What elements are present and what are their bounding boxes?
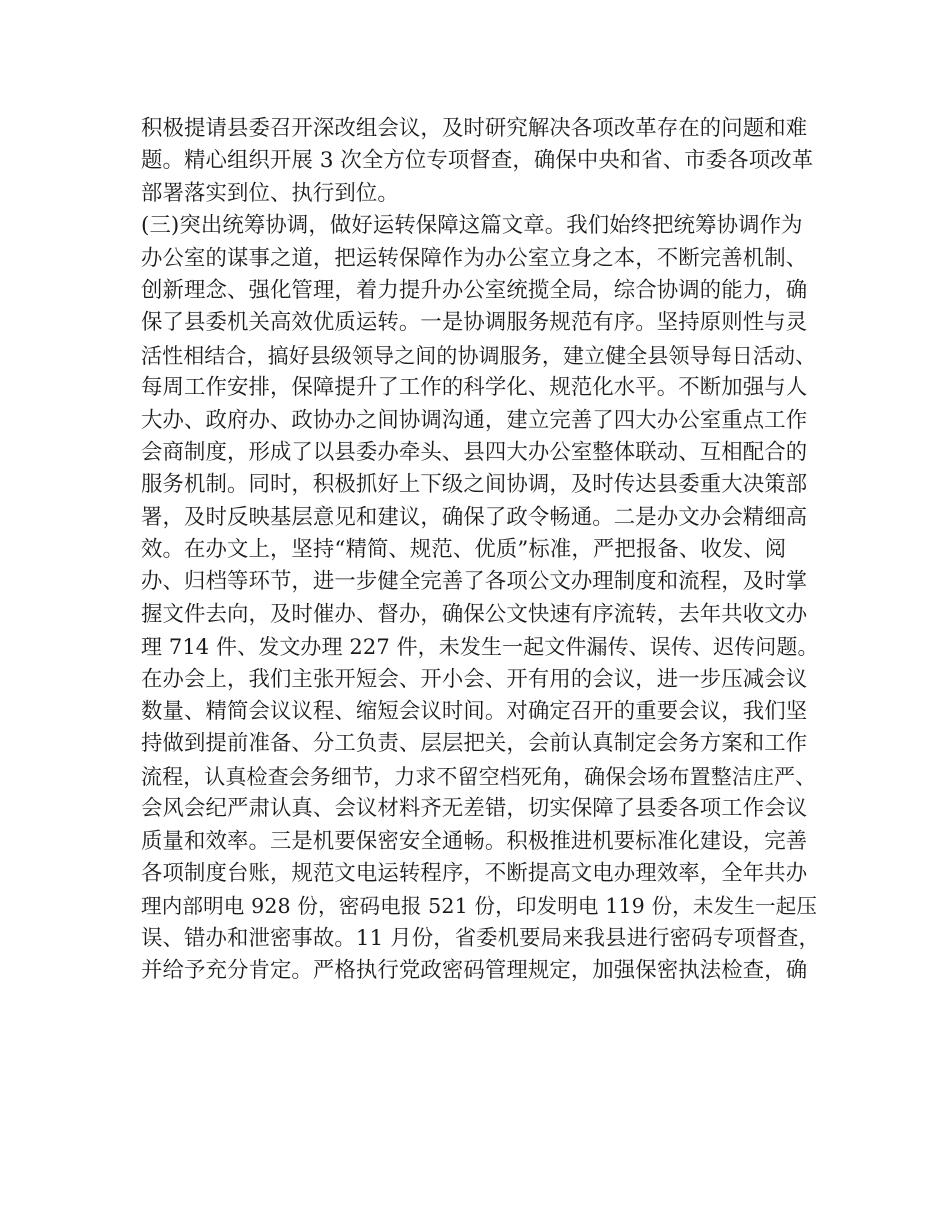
text-line: 部署落实到位、执行到位。 [141,180,399,206]
text-line: (三)突出统筹协调，做好运转保障这篇文章。我们始终把统筹协调作为 [141,213,803,239]
text-line: 并给予充分肯定。严格执行党政密码管理规定，加强保密执法检查，确 [141,958,808,984]
text-line: 会风会纪严肃认真、会议材料齐无差错，切实保障了县委各项工作会议 [141,796,808,822]
text-line: 题。精心组织开展 3 次全方位专项督查，确保中央和省、市委各项改革 [141,148,814,174]
text-line: 持做到提前准备、分工负责、层层把关，会前认真制定会务方案和工作 [141,731,808,757]
text-line: 积极提请县委召开深改组会议，及时研究解决各项改革存在的问题和难 [141,116,808,141]
text-line: 每周工作安排，保障提升了工作的科学化、规范化水平。不断加强与人 [141,375,808,401]
text-line: 活性相结合，搞好县级领导之间的协调服务，建立健全县领导每日活动、 [141,343,817,368]
text-line: 理 714 件、发文办理 227 件，未发生一起文件漏传、误传、迟传问题。 [141,635,819,660]
text-line: 效。在办文上，坚持“精简、规范、优质”标准，严把报备、收发、阅 [141,537,787,563]
text-line: 各项制度台账，规范文电运转程序，不断提高文电办理效率，全年共办 [141,860,808,886]
text-line: 误、错办和泄密事故。11 月份，省委机要局来我县进行密码专项督查， [141,925,821,951]
body-text [141,113,821,988]
text-line: 会商制度，形成了以县委办牵头、县四大办公室整体联动、互相配合的 [141,439,808,465]
text-line: 握文件去向，及时催办、督办，确保公文快速有序流转，去年共收文办 [141,601,808,627]
text-line: 办、归档等环节，进一步健全完善了各项公文办理制度和流程，及时掌 [141,569,808,595]
text-line: 办公室的谋事之道，把运转保障作为办公室立身之本，不断完善机制、 [141,245,808,271]
text-line: 在办会上，我们主张开短会、开小会、开有用的会议，进一步压减会议 [141,666,808,692]
text-line: 服务机制。同时，积极抓好上下级之间协调，及时传达县委重大决策部 [141,472,808,498]
text-line: 流程，认真检查会务细节，力求不留空档死角，确保会场布置整洁庄严、 [141,764,817,789]
text-line: 大办、政府办、政协办之间协调沟通，建立完善了四大办公室重点工作 [141,407,808,433]
text-line: 署，及时反映基层意见和建议，确保了政令畅通。二是办文办会精细高 [141,504,808,530]
text-line: 创新理念、强化管理，着力提升办公室统揽全局，综合协调的能力，确 [141,277,808,303]
text-line: 数量、精简会议议程、缩短会议时间。对确定召开的重要会议，我们坚 [141,699,808,725]
text-line: 保了县委机关高效优质运转。一是协调服务规范有序。坚持原则性与灵 [141,310,808,336]
text-line: 质量和效率。三是机要保密安全通畅。积极推进机要标准化建设，完善 [141,828,808,854]
text-line: 理内部明电 928 份，密码电报 521 份，印发明电 119 份，未发生一起压 [141,894,818,919]
